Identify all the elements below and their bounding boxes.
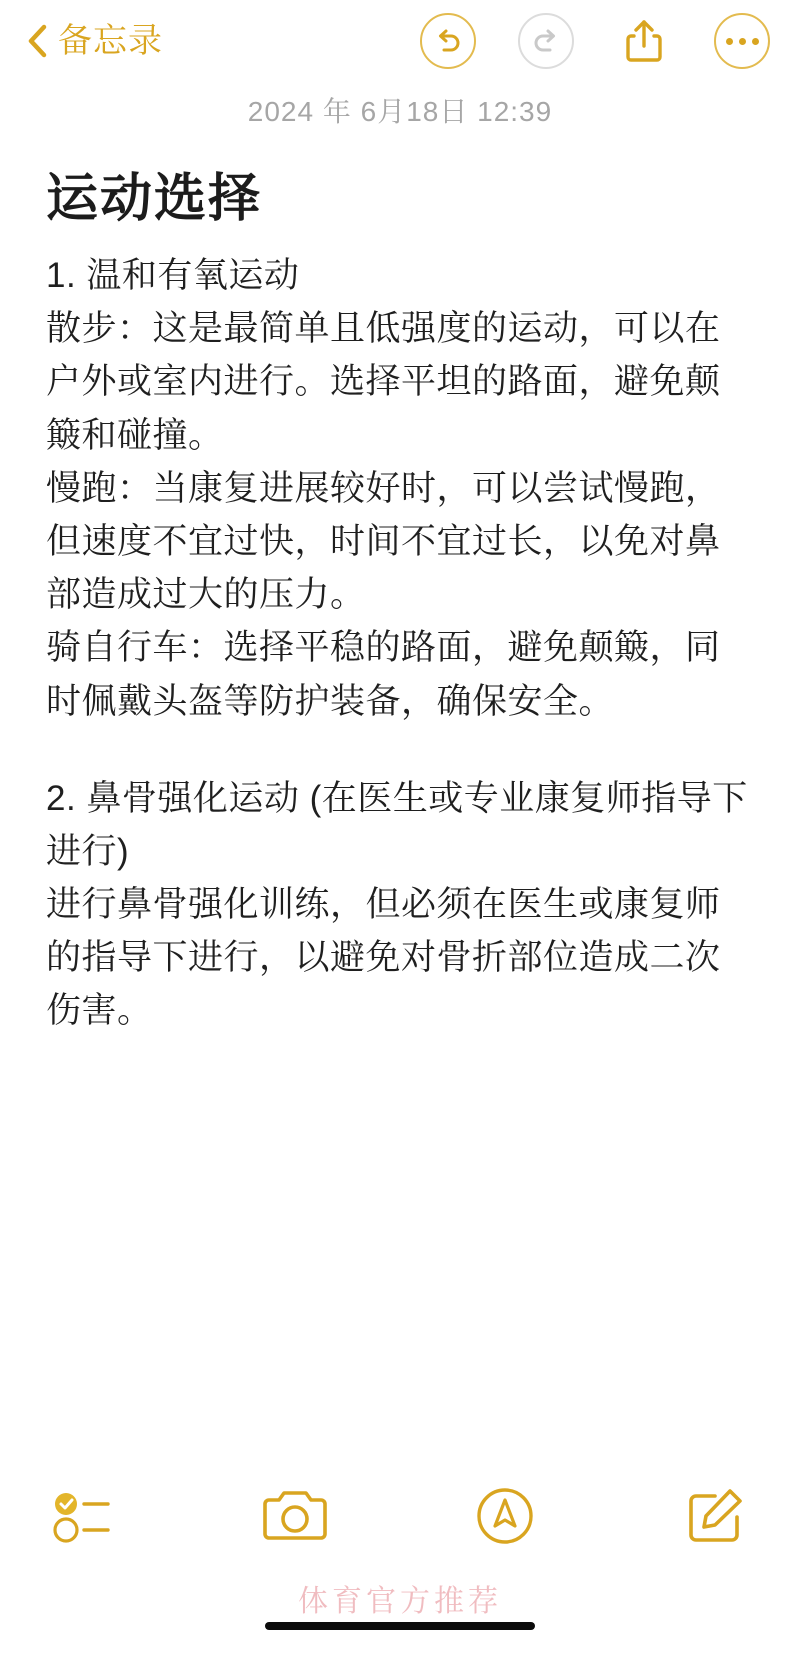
bottom-toolbar xyxy=(0,1456,800,1576)
top-actions xyxy=(420,13,774,69)
note-paragraph: 2. 鼻骨强化运动 (在医生或专业康复师指导下进行) xyxy=(46,778,748,871)
chevron-left-icon xyxy=(26,24,48,58)
note-paragraph: 骑自行车：选择平稳的路面，避免颠簸，同时佩戴头盔等防护装备，确保安全。 xyxy=(46,628,721,721)
camera-icon xyxy=(259,1488,331,1544)
note-timestamp: 2024 年 6月18日 12:39 xyxy=(247,96,553,127)
compose-icon xyxy=(685,1487,747,1545)
home-indicator-area xyxy=(0,1622,800,1658)
note-title: 运动选择 xyxy=(46,170,263,228)
top-toolbar xyxy=(0,0,800,82)
back-button[interactable] xyxy=(26,24,163,58)
paragraph-spacer xyxy=(46,728,754,772)
markup-pen-icon xyxy=(475,1486,535,1546)
undo-button[interactable] xyxy=(420,13,476,69)
more-button[interactable] xyxy=(714,13,770,69)
checklist-icon xyxy=(52,1488,116,1544)
markup-button[interactable] xyxy=(469,1480,541,1552)
share-icon xyxy=(624,18,664,64)
note-paragraph: 1. 温和有氧运动 xyxy=(46,256,300,295)
note-content[interactable] xyxy=(0,82,800,1456)
note-paragraph: 散步：这是最简单且低强度的运动，可以在户外或室内进行。选择平坦的路面，避免颠簸和碰撞。 xyxy=(46,309,721,455)
note-paragraph: 进行鼻骨强化训练，但必须在医生或康复师的指导下进行，以避免对骨折部位造成二次伤害。 xyxy=(46,885,721,1031)
back-label: 备忘录 xyxy=(58,22,163,60)
home-indicator[interactable] xyxy=(265,1622,535,1630)
more-ellipsis-icon xyxy=(726,38,759,45)
redo-icon xyxy=(529,24,563,58)
share-button[interactable] xyxy=(616,13,672,69)
checklist-button[interactable] xyxy=(48,1480,120,1552)
compose-button[interactable] xyxy=(680,1480,752,1552)
redo-button[interactable] xyxy=(518,13,574,69)
note-paragraph: 慢跑：当康复进展较好时，可以尝试慢跑，但速度不宜过快，时间不宜过长，以免对鼻部造成过大的压力。 xyxy=(46,468,721,615)
undo-icon xyxy=(431,24,465,58)
watermark-text: 体育官方推荐 xyxy=(298,1584,502,1619)
camera-button[interactable] xyxy=(259,1480,331,1552)
